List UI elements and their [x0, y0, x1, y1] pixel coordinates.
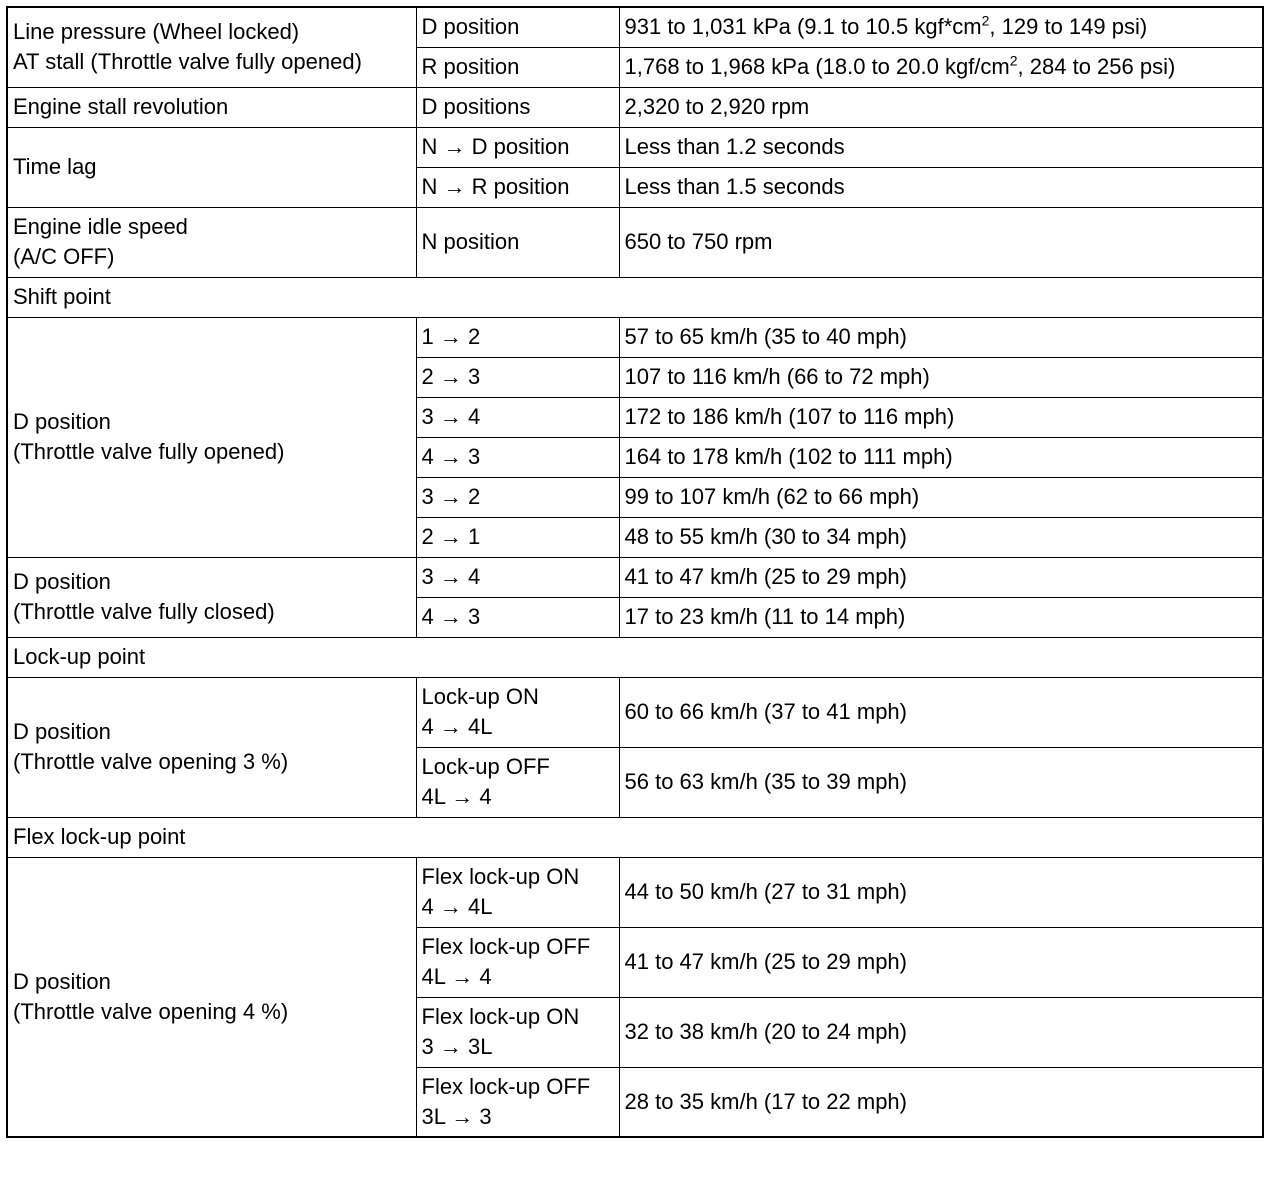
shift-cell: 3 → 2 — [416, 477, 619, 517]
value-cell: 32 to 38 km/h (20 to 24 mph) — [619, 997, 1263, 1067]
table-row — [7, 557, 1263, 597]
value-cell: 99 to 107 km/h (62 to 66 mph) — [619, 477, 1263, 517]
shift-cell: 4 → 3 — [416, 437, 619, 477]
position-cell: R position — [416, 47, 619, 87]
engine-stall-label: Engine stall revolution — [7, 87, 416, 127]
shift-cell — [416, 997, 619, 1067]
value-cell: 107 to 116 km/h (66 to 72 mph) — [619, 357, 1263, 397]
position-cell: D position — [416, 7, 619, 47]
flex-lockup-label-line2: (Throttle valve opening 4 %) — [13, 998, 289, 1024]
table-row — [7, 317, 1263, 357]
shift-cell-line2: 3L → 3 — [421, 1103, 492, 1129]
table-row — [7, 857, 1263, 927]
idle-speed-label — [7, 207, 416, 277]
shift-cell — [416, 927, 619, 997]
superscript: 2 — [981, 12, 990, 29]
value-cell: Less than 1.5 seconds — [619, 167, 1263, 207]
line-pressure-label-line2: AT stall (Throttle valve fully opened) — [13, 49, 362, 75]
lockup-point-header: Lock-up point — [7, 637, 1263, 677]
shift-cell — [416, 747, 619, 817]
shift-cell: 2 → 1 — [416, 517, 619, 557]
value-cell: 57 to 65 km/h (35 to 40 mph) — [619, 317, 1263, 357]
shift-point-header: Shift point — [7, 277, 1263, 317]
shift-closed-label-line1: D position — [13, 569, 111, 594]
shift-cell — [416, 677, 619, 747]
flex-lockup-label-line1: D position — [13, 968, 111, 994]
value-cell: 650 to 750 rpm — [619, 207, 1263, 277]
table-row — [7, 87, 1263, 127]
shift-cell: 3 → 4 — [416, 397, 619, 437]
shift-cell-line1: Flex lock-up ON — [421, 864, 580, 889]
value-cell: 17 to 23 km/h (11 to 14 mph) — [619, 597, 1263, 637]
position-cell: N position — [416, 207, 619, 277]
shift-open-label-line1: D position — [13, 409, 111, 434]
value-cell: 28 to 35 km/h (17 to 22 mph) — [619, 1067, 1263, 1137]
shift-open-label-line2: (Throttle valve fully opened) — [13, 439, 285, 464]
line-pressure-label — [7, 7, 416, 87]
table-row — [7, 127, 1263, 167]
shift-cell: 2 → 3 — [416, 357, 619, 397]
time-lag-label: Time lag — [7, 127, 416, 207]
table-row — [7, 207, 1263, 277]
shift-cell-line2: 4L → 4 — [421, 964, 492, 989]
shift-cell — [416, 1067, 619, 1137]
shift-cell-line1: Flex lock-up ON — [421, 1004, 580, 1029]
shift-cell-line1: Lock-up ON — [421, 684, 539, 709]
idle-speed-label-line1: Engine idle speed — [13, 214, 188, 239]
section-header-row — [7, 277, 1263, 317]
value-cell: 48 to 55 km/h (30 to 34 mph) — [619, 517, 1263, 557]
shift-cell-line1: Flex lock-up OFF — [421, 1073, 591, 1099]
superscript: 2 — [1009, 52, 1018, 69]
table-row — [7, 677, 1263, 747]
position-cell: N → R position — [416, 167, 619, 207]
idle-speed-label-line2: (A/C OFF) — [13, 244, 115, 269]
shift-cell-line1: Lock-up OFF — [421, 754, 550, 779]
value-text: 1,768 to 1,968 kPa (18.0 to 20.0 kgf/cm — [624, 54, 1010, 79]
shift-cell-line2: 4 → 4L — [421, 894, 493, 919]
value-cell: 60 to 66 km/h (37 to 41 mph) — [619, 677, 1263, 747]
value-cell: 41 to 47 km/h (25 to 29 mph) — [619, 557, 1263, 597]
value-text: 931 to 1,031 kPa (9.1 to 10.5 kgf*cm — [624, 14, 982, 40]
shift-cell: 4 → 3 — [416, 597, 619, 637]
value-cell: 44 to 50 km/h (27 to 31 mph) — [619, 857, 1263, 927]
value-cell — [619, 47, 1263, 87]
value-cell: 41 to 47 km/h (25 to 29 mph) — [619, 927, 1263, 997]
spec-table — [6, 6, 1264, 1138]
value-cell: 164 to 178 km/h (102 to 111 mph) — [619, 437, 1263, 477]
value-cell: 2,320 to 2,920 rpm — [619, 87, 1263, 127]
table-row — [7, 7, 1263, 47]
shift-cell-line1: Flex lock-up OFF — [421, 934, 591, 959]
shift-cell — [416, 857, 619, 927]
shift-open-label — [7, 317, 416, 557]
position-cell: D positions — [416, 87, 619, 127]
value-text: , 129 to 149 psi) — [989, 14, 1148, 40]
value-cell: Less than 1.2 seconds — [619, 127, 1263, 167]
flex-lockup-label — [7, 857, 416, 1137]
shift-cell: 1 → 2 — [416, 317, 619, 357]
shift-cell-line2: 3 → 3L — [421, 1034, 493, 1059]
value-cell — [619, 7, 1263, 47]
shift-cell-line2: 4 → 4L — [421, 714, 493, 739]
section-header-row — [7, 817, 1263, 857]
value-text: , 284 to 256 psi) — [1017, 54, 1176, 79]
shift-cell: 3 → 4 — [416, 557, 619, 597]
shift-closed-label-line2: (Throttle valve fully closed) — [13, 599, 275, 624]
lockup-label — [7, 677, 416, 817]
shift-cell-line2: 4L → 4 — [421, 784, 492, 809]
position-cell: N → D position — [416, 127, 619, 167]
lockup-label-line1: D position — [13, 719, 111, 744]
lockup-label-line2: (Throttle valve opening 3 %) — [13, 749, 289, 774]
value-cell: 56 to 63 km/h (35 to 39 mph) — [619, 747, 1263, 817]
value-cell: 172 to 186 km/h (107 to 116 mph) — [619, 397, 1263, 437]
shift-closed-label — [7, 557, 416, 637]
line-pressure-label-line1: Line pressure (Wheel locked) — [13, 19, 300, 45]
flex-lockup-point-header: Flex lock-up point — [7, 817, 1263, 857]
section-header-row — [7, 637, 1263, 677]
